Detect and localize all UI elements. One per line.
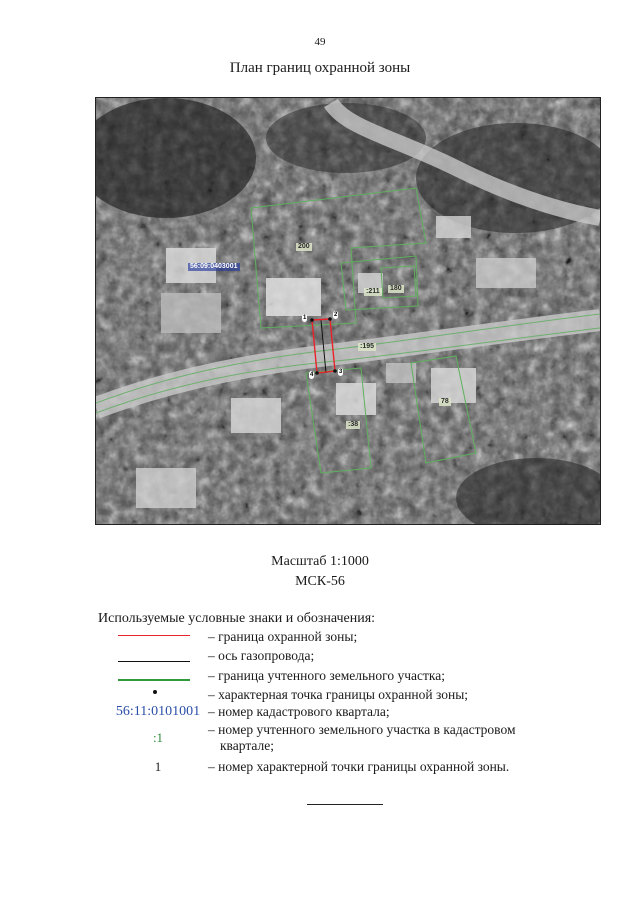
building: [336, 383, 376, 415]
parcel-label-200: 200: [298, 243, 310, 250]
building: [136, 468, 196, 508]
legend-symbol-point-number: [108, 759, 208, 779]
black-line-icon: [118, 661, 190, 662]
point-label-4: 4: [310, 372, 314, 378]
legend-text: – ось газопровода;: [208, 648, 315, 663]
legend-item-point-number: [98, 759, 578, 779]
map-canvas: [96, 98, 600, 524]
point-label-1: 1: [303, 315, 307, 321]
parcel-label-78: 78: [441, 398, 449, 405]
parcel-label-38: :38: [348, 421, 359, 428]
green-line-icon: [118, 679, 190, 681]
characteristic-point: [328, 317, 332, 321]
legend-text-line2: квартале;: [220, 738, 274, 753]
point-number-sample: 1: [154, 759, 162, 774]
point-label-2: 2: [334, 312, 338, 318]
legend-item-parcel-boundary: [98, 668, 578, 688]
legend-symbol-gas: [108, 648, 208, 668]
legend-text-line1: – номер учтенного земельного участка в кадастровом: [208, 722, 516, 737]
building: [266, 278, 321, 316]
point-label-3: 3: [339, 369, 343, 375]
footer-rule: [307, 804, 383, 805]
legend-symbol-quarter: [108, 704, 208, 724]
building: [436, 216, 471, 238]
legend-heading: Используемые условные знаки и обозначения:: [98, 611, 376, 626]
legend-symbol-zone: [108, 629, 208, 649]
legend-text: – номер характерной точки границы охранной зоны.: [208, 759, 510, 774]
legend-text: – номер кадастрового квартала;: [208, 704, 390, 719]
legend-item-quarter-number: [98, 704, 578, 724]
parcel-label-211: :211: [366, 288, 380, 295]
building: [476, 258, 536, 288]
page-title: План границ охранной зоны: [229, 60, 411, 76]
building: [231, 398, 281, 433]
scale-block: [0, 552, 640, 592]
legend-item-gas-axis: [98, 648, 578, 668]
legend-symbol-parcel-number: [108, 722, 208, 745]
legend-text: – граница охранной зоны;: [208, 629, 358, 644]
aerial-map: [95, 97, 601, 525]
characteristic-point: [333, 369, 337, 373]
parcel-number-sample: :1: [152, 730, 164, 745]
dot-icon: [153, 690, 157, 694]
parcel-label-195: :195: [360, 343, 375, 350]
scale-ratio: Масштаб 1:1000: [271, 554, 369, 569]
legend-text: – характерная точка границы охранной зоны;: [208, 687, 469, 702]
red-line-icon: [118, 635, 190, 636]
coordinate-system: МСК-56: [295, 574, 345, 589]
legend-item-zone-boundary: [98, 629, 578, 649]
quarter-number-sample: 56:11:0101001: [115, 704, 201, 719]
characteristic-point: [315, 371, 319, 375]
building: [161, 293, 221, 333]
building: [431, 368, 476, 403]
legend-symbol-parcel: [108, 668, 208, 688]
quarter-number-label: 56:09:0403001: [190, 263, 238, 270]
characteristic-point: [310, 318, 314, 322]
page-number: 49: [314, 36, 326, 48]
legend-text: [208, 722, 568, 754]
legend-item-parcel-number: [98, 722, 578, 758]
parcel-label-180: 180: [390, 285, 402, 292]
legend-text: – граница учтенного земельного участка;: [208, 668, 445, 683]
